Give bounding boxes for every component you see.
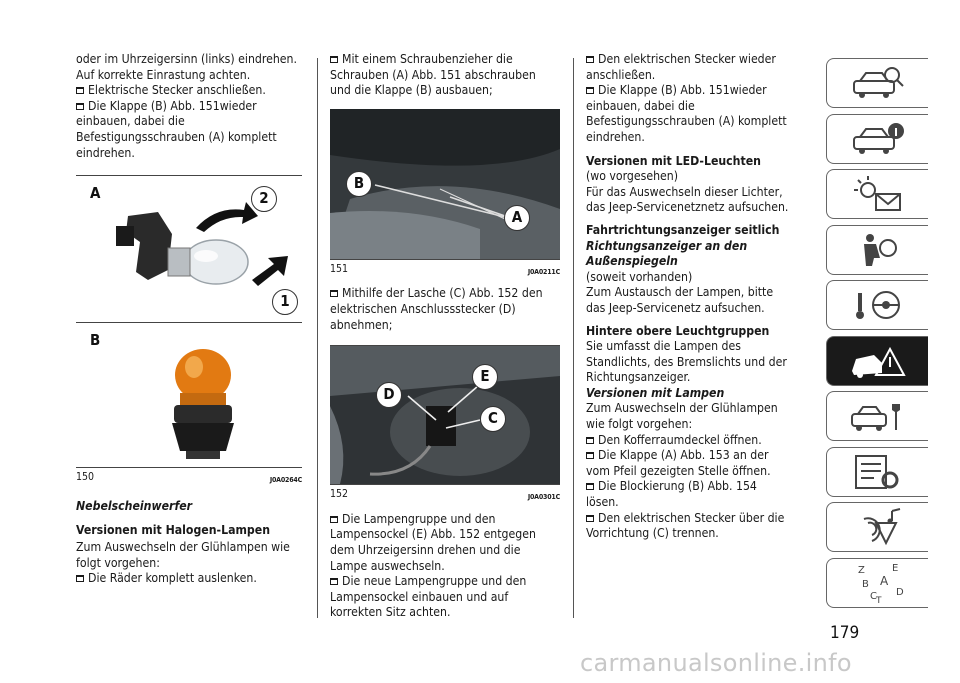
figure-151 — [330, 109, 560, 281]
column-1 — [76, 52, 302, 587]
figure-caption — [330, 487, 560, 506]
figure-panel-b — [76, 323, 302, 467]
paragraph: Sie umfasst die Lampen des Standlichts, des Bremslichts und der Richtungsanzeiger. — [586, 339, 787, 385]
car-wrench-icon — [846, 396, 910, 436]
section-heading: Nebelscheinwerfer — [76, 498, 193, 513]
checkbox-icon — [76, 575, 84, 582]
chapter-sidebar — [826, 58, 928, 613]
alphabet-index-icon — [846, 561, 910, 605]
checkbox-icon — [586, 515, 594, 522]
chapter-tab-multimedia[interactable] — [826, 502, 928, 552]
fog-lamp-photo — [330, 346, 560, 484]
svg-text:A: A — [879, 573, 888, 588]
checkbox-icon — [586, 437, 594, 444]
figure-152 — [330, 345, 560, 506]
chapter-tab-index[interactable] — [826, 558, 928, 608]
checkbox-icon — [586, 87, 594, 94]
step-item: Die Klappe (B) Abb. 151wieder einbauen, dabei die Befestigungsschrauben (A) komplett eindrehen. — [76, 98, 277, 160]
svg-text:C: C — [869, 590, 877, 602]
svg-text:B: B — [861, 578, 869, 590]
paragraph: oder im Uhrzeigersinn (links) eindrehen. Auf korrekte Einrastung achten. — [76, 52, 297, 82]
callout-d: D — [376, 382, 402, 408]
figure-code: J0A0264C — [269, 476, 302, 485]
paragraph: (soweit vorhanden) — [586, 269, 693, 284]
checkbox-icon — [330, 56, 338, 63]
step-item: Den elektrischen Stecker wieder anschließen. — [586, 52, 776, 82]
column-2 — [330, 52, 560, 621]
paragraph: Zum Austausch der Lampen, bitte das Jeep-Servicenetz aufsuchen. — [586, 285, 774, 315]
checkbox-icon — [586, 452, 594, 459]
section-subheading: Richtungsanzeiger an den Außenspiegeln — [586, 238, 748, 269]
chapter-tab-info[interactable] — [826, 114, 928, 164]
step-item: Die Blockierung (B) Abb. 154 lösen. — [586, 479, 757, 510]
checkbox-icon — [330, 290, 338, 297]
callout-1: 1 — [272, 289, 298, 315]
music-nav-icon — [846, 507, 910, 547]
paragraph: Zum Auswechseln der Glühlampen wie folgt vorgehen: — [76, 539, 290, 570]
step-item: Mit einem Schraubenzieher die Schrauben (A) Abb. 151 abschrauben und die Klappe (B) ausbauen; — [330, 52, 536, 98]
lights-message-icon — [846, 174, 910, 214]
car-warning-triangle-icon — [846, 341, 910, 381]
checkbox-icon — [330, 578, 338, 585]
chapter-tab-technical-data[interactable] — [826, 447, 928, 497]
subsection-heading: Hintere obere Leuchtgruppen — [586, 323, 770, 338]
column-separator — [317, 58, 318, 618]
checkbox-icon — [76, 87, 84, 94]
callout-e: E — [472, 364, 498, 390]
subsection-heading: Versionen mit LED-Leuchten — [586, 153, 761, 168]
steering-wheel-key-icon — [846, 285, 910, 325]
watermark: carmanualsonline.info — [580, 649, 852, 677]
figure-number: 151 — [330, 262, 349, 275]
figure-rule — [76, 467, 302, 468]
paragraph: Für das Auswechseln dieser Lichter, das Jeep-Servicenetznetz aufsuchen. — [586, 184, 789, 215]
paragraph: (wo vorgesehen) — [586, 169, 679, 184]
chapter-tab-lights[interactable] — [826, 169, 928, 219]
svg-text:Z: Z — [857, 564, 865, 576]
figure-caption — [76, 470, 302, 489]
svg-text:E: E — [891, 562, 898, 574]
step-item: Die Klappe (A) Abb. 153 an der vom Pfeil gezeigten Stelle öffnen. — [586, 448, 771, 478]
checkbox-icon — [76, 103, 84, 110]
figure-code: J0A0301C — [527, 493, 560, 502]
subsection-heading: Versionen mit Halogen-Lampen — [76, 523, 271, 538]
figure-number: 150 — [76, 471, 95, 484]
step-item: Die Lampengruppe und den Lampensockel (E) Abb. 152 entgegen dem Uhrzeigersinn drehen und die Lampe auswechseln. — [330, 511, 536, 573]
step-item: Elektrische Stecker anschließen. — [76, 83, 302, 99]
figure-panel-a — [76, 176, 302, 322]
checkbox-icon — [330, 516, 338, 523]
figure-number: 152 — [330, 488, 349, 501]
airbag-person-icon — [846, 230, 910, 270]
step-item: Die neue Lampengruppe und den Lampensockel einbauen und auf korrekten Sitz achten. — [330, 574, 527, 620]
chapter-tab-maintenance[interactable] — [826, 391, 928, 441]
figure-label-b: B — [90, 331, 101, 350]
step-item: Die Klappe (B) Abb. 151wieder einbauen, dabei die Befestigungsschrauben (A) komplett eindrehen. — [586, 83, 787, 144]
figure-photo — [330, 109, 560, 259]
figure-code: J0A0211C — [527, 267, 560, 276]
list-gear-icon — [846, 452, 910, 492]
step-item: Den Kofferraumdeckel öffnen. — [586, 433, 792, 449]
subsection-heading: Fahrtrichtungsanzeiger seitlich — [586, 222, 780, 237]
figure-caption — [330, 262, 560, 281]
figure-photo — [330, 346, 560, 484]
chapter-tab-starting[interactable] — [826, 280, 928, 330]
column-3 — [586, 52, 792, 542]
figure-rule — [330, 259, 560, 260]
step-item: Die Räder komplett auslenken. — [76, 571, 302, 587]
checkbox-icon — [586, 56, 594, 63]
callout-2: 2 — [251, 186, 277, 212]
figure-rule — [330, 484, 560, 485]
svg-text:T: T — [875, 595, 881, 605]
section-subheading: Versionen mit Lampen — [586, 385, 725, 400]
svg-text:D: D — [895, 586, 904, 598]
car-info-icon — [846, 119, 910, 159]
led-bulb-illustration — [76, 323, 302, 467]
page-number: 179 — [830, 623, 860, 643]
chapter-tab-dashboard[interactable] — [826, 58, 928, 108]
callout-c: C — [480, 406, 506, 432]
callout-a: A — [504, 205, 530, 231]
checkbox-icon — [586, 483, 594, 490]
step-item: Den elektrischen Stecker über die Vorrichtung (C) trennen. — [586, 510, 785, 541]
chapter-tab-safety[interactable] — [826, 225, 928, 275]
chapter-tab-emergency[interactable] — [826, 336, 928, 386]
column-separator — [573, 58, 574, 618]
step-item: Mithilfe der Lasche (C) Abb. 152 den elektrischen Anschlussstecker (D) abnehmen; — [330, 286, 543, 332]
figure-150 — [76, 175, 302, 489]
callout-b: B — [346, 171, 372, 197]
car-search-icon — [846, 63, 910, 103]
halogen-bulb-illustration — [76, 176, 302, 322]
paragraph: Zum Auswechseln der Glühlampen wie folgt vorgehen: — [586, 401, 778, 432]
figure-label-a: A — [90, 184, 101, 203]
